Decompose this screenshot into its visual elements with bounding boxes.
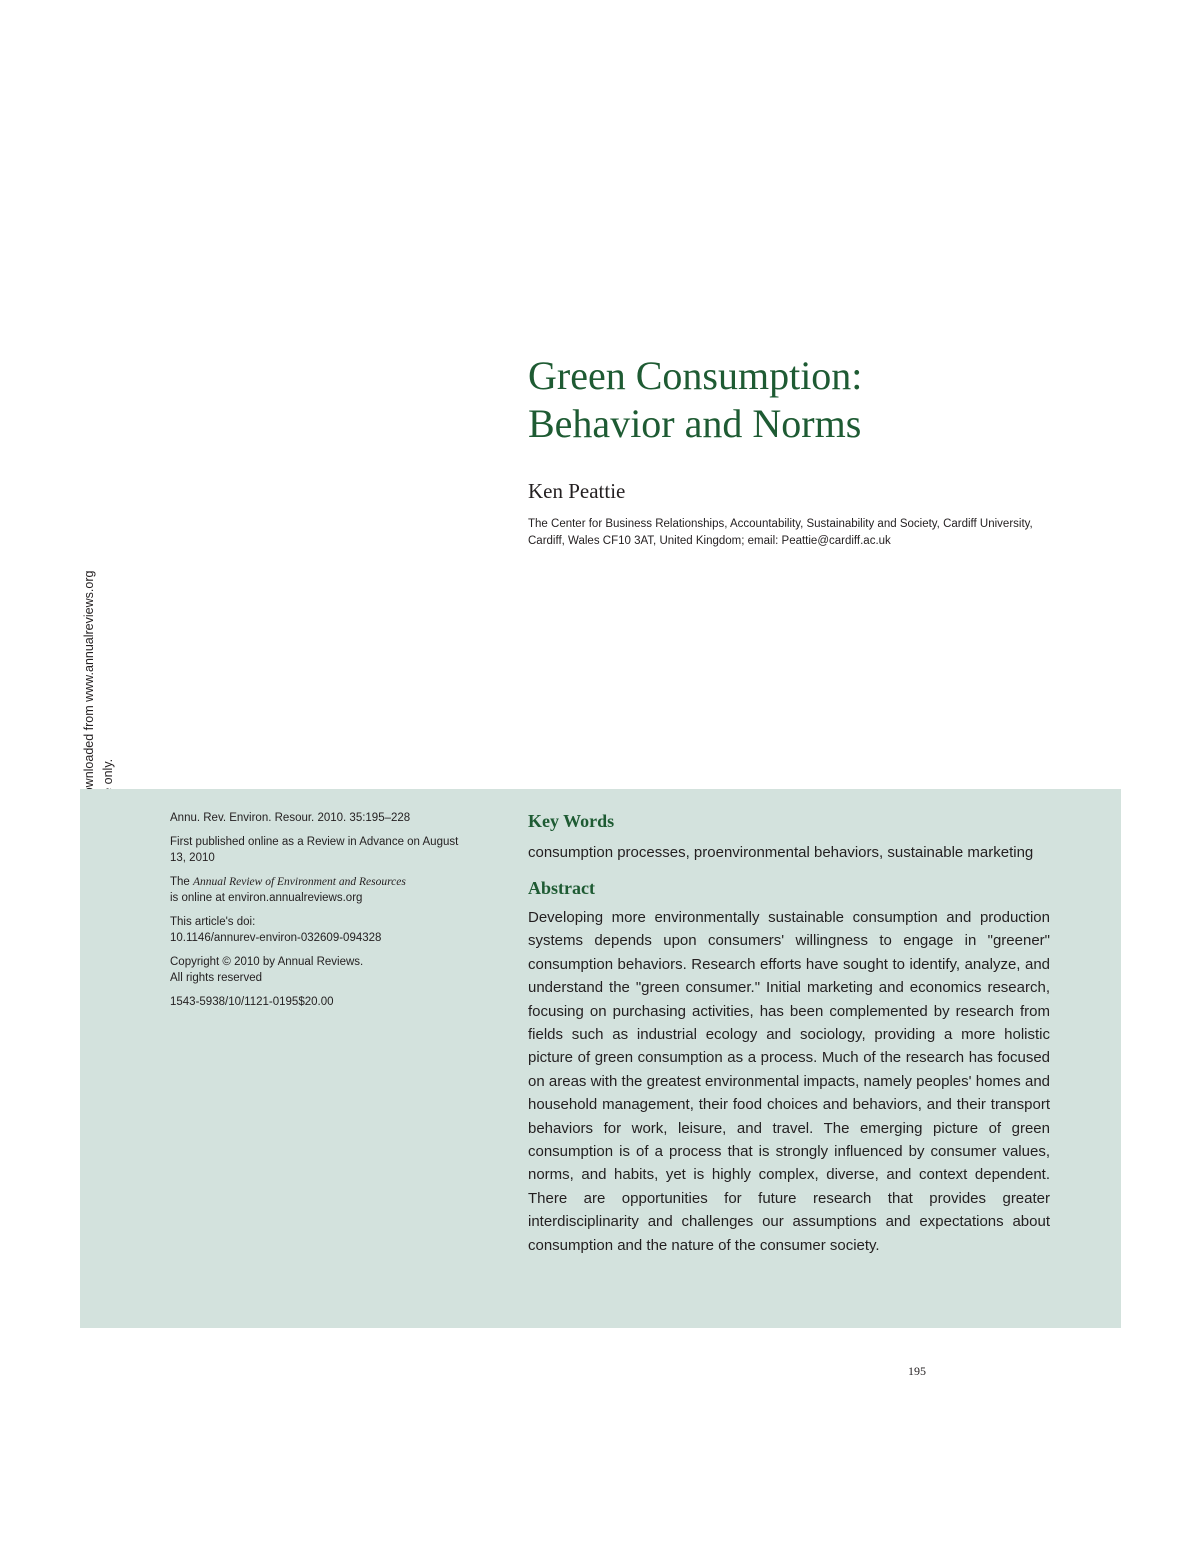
doi-value: 10.1146/annurev-environ-032609-094328	[170, 932, 382, 944]
author-affiliation: The Center for Business Relationships, Accountability, Sustainability and Society, Cardiff University, Cardiff, Wales CF10 3AT, United Kingdom; email: Peattie@cardiff.ac.uk	[528, 518, 1033, 547]
journal-online: is online at environ.annualreviews.org	[170, 892, 363, 904]
keywords-abstract	[528, 809, 1050, 1257]
abstract-heading: Abstract	[528, 878, 595, 898]
copyright-line-2: All rights reserved	[170, 972, 263, 984]
doi-label: This article's doi:	[170, 916, 256, 928]
publication-meta	[170, 810, 470, 1018]
doi-block	[170, 914, 470, 946]
title-line-1: Green Consumption:	[528, 353, 863, 398]
journal-name: Annual Review of Environment and Resources	[193, 876, 406, 888]
journal-prefix: The	[170, 876, 194, 888]
author-name: Ken Peattie	[528, 479, 626, 503]
keywords-heading: Key Words	[528, 811, 615, 831]
article-title	[528, 352, 1088, 448]
title-line-2: Behavior and Norms	[528, 401, 862, 446]
journal-info	[170, 874, 470, 906]
issn: 1543-5938/10/1121-0195$20.00	[170, 996, 334, 1008]
copyright-line-1: Copyright © 2010 by Annual Reviews.	[170, 956, 364, 968]
copyright	[170, 954, 470, 986]
abstract-panel	[80, 789, 1121, 1328]
citation: Annu. Rev. Environ. Resour. 2010. 35:195–228	[170, 812, 411, 824]
first-published: First published online as a Review in Advance on August 13, 2010	[170, 836, 459, 864]
title-block	[528, 352, 1088, 550]
page-number: 195	[908, 1364, 926, 1378]
keywords-text: consumption processes, proenvironmental behaviors, sustainable marketing	[528, 844, 1034, 861]
abstract-text: Developing more environmentally sustainable consumption and production systems depends upon consumers' willingness to engage in "greener" consumption behaviors. Research efforts have sought to identify, analyze, and understand the "green consumer." Initial marketing and economics research, focusing on purchasing activities, has been complemented by research from fields such as industrial ecology and sociology, providing a more holistic picture of green consumption as a process. Much of the research has focused on areas with the greatest environmental impacts, namely peoples' homes and household management, their food choices and behaviors, and their transport behaviors for work, leisure, and travel. The emerging picture of green consumption is of a process that is strongly influenced by consumer values, norms, and habits, yet is highly complex, diverse, and context dependent. There are opportunities for future research that provides greater interdisciplinarity and challenges our assumptions and expectations about consumption and the nature of the consumer society.	[528, 909, 1050, 1254]
